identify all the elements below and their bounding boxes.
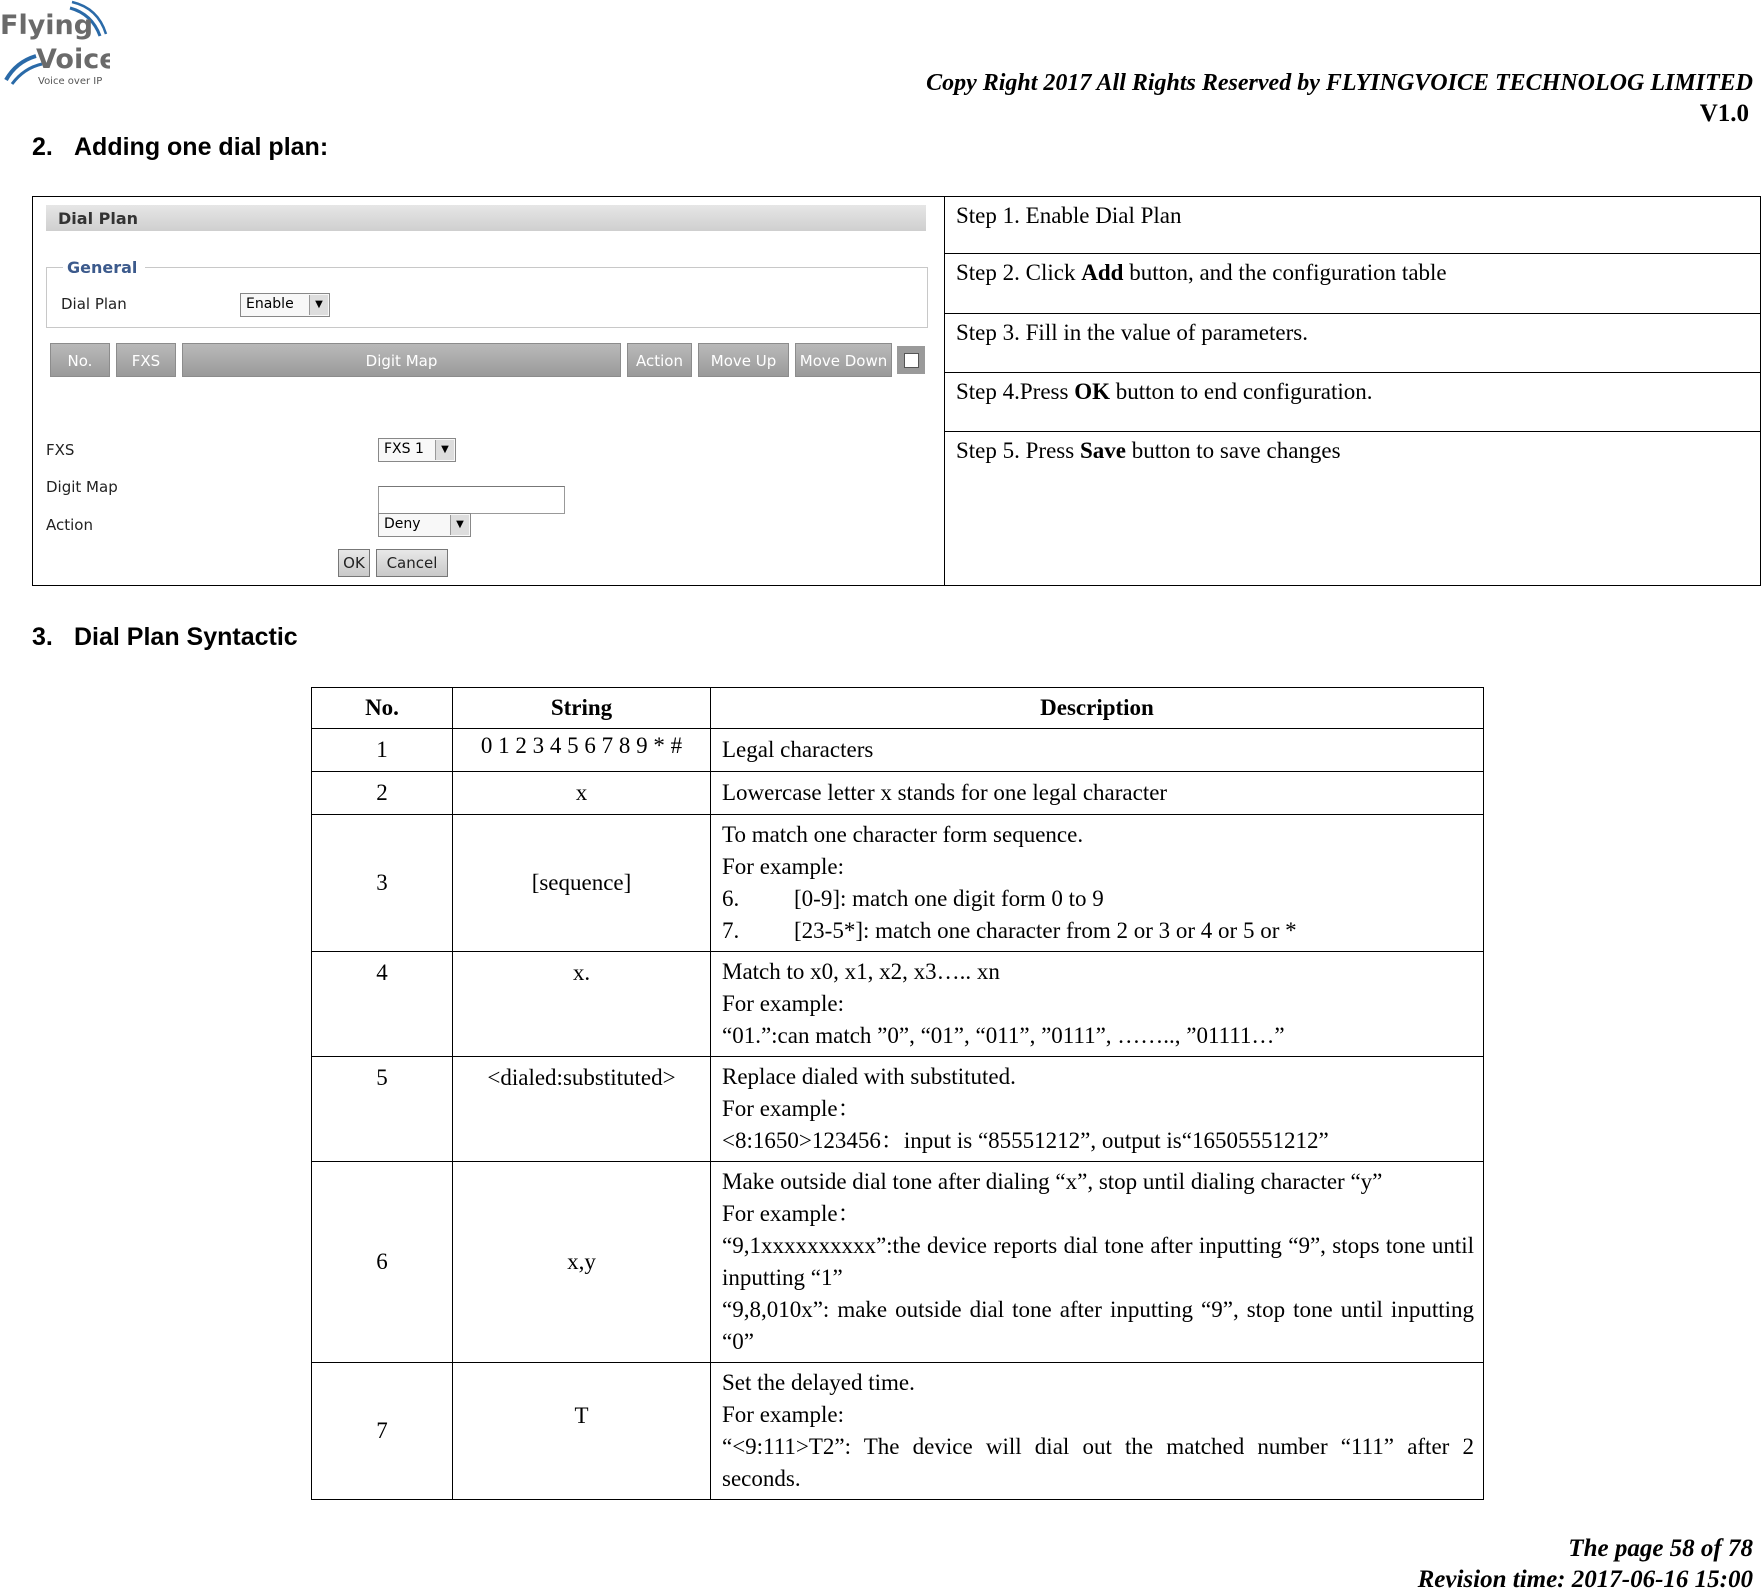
step-2 [945,254,1760,314]
fxs-label: FXS [46,441,75,459]
dial-plan-steps-table [32,196,1761,586]
action-label: Action [46,516,93,534]
desc-line: <8:1650>123456：input is “85551212”, output is“16505551212” [722,1128,1329,1153]
dial-plan-screenshot-cell [33,197,945,585]
header-description: Description [711,688,1484,729]
step-keyword: Add [1081,260,1124,285]
step-keyword: Save [1079,438,1126,463]
desc-line: “9,1xxxxxxxxxx”:the device reports dial tone after inputting “9”, stops tone until inputting “1” [722,1233,1474,1290]
list-text: [23-5*]: match one character from 2 or 3 or 4 or 5 or * [794,918,1297,943]
row-string: x,y [453,1162,711,1363]
step-text-end: button, and the configuration table [1123,260,1447,285]
fxs-value: FXS 1 [384,441,424,457]
row-string: [sequence] [453,815,711,952]
desc-line: Replace dialed with substituted. [722,1064,1016,1089]
section-number: 2. [32,133,53,161]
desc-line: “9,8,010x”: make outside dial tone after inputting “9”, stop tone until inputting “0” [722,1297,1474,1354]
dial-plan-value: Enable [246,296,294,312]
desc-line: For example： [722,1201,861,1226]
desc-line: For example： [722,1096,861,1121]
flyingvoice-logo [0,0,110,92]
header-no: No. [312,688,453,729]
table-row [312,815,1484,952]
step-5 [945,432,1760,585]
table-header-row [312,688,1484,729]
list-item [722,883,1474,915]
section-3-heading [32,623,298,652]
copyright-notice: Copy Right 2017 All Rights Reserved by FLYINGVOICE TECHNOLOG LIMITED [926,70,1753,96]
desc-line: Legal characters [722,737,874,762]
row-no: 5 [312,1057,453,1162]
table-row [312,729,1484,772]
step-4 [945,373,1760,432]
page-number: The page 58 of 78 [1568,1535,1753,1562]
chevron-down-icon: ▼ [435,440,454,460]
digit-map-label: Digit Map [46,478,118,496]
document-version: V1.0 [1699,100,1749,127]
desc-line: “01.”:can match ”0”, “01”, “011”, ”0111”, …….., ”01111…” [722,1023,1285,1048]
select-all-checkbox[interactable] [897,346,925,374]
step-text-end: button to save changes [1125,438,1341,463]
section-number: 3. [32,623,53,651]
fxs-select[interactable] [378,438,456,462]
step-text: Step 4.Press [956,379,1075,404]
col-digit-map[interactable]: Digit Map [182,343,621,377]
col-move-down[interactable]: Move Down [795,343,892,377]
revision-time: Revision time: 2017-06-16 15:00 [1417,1566,1753,1593]
row-description [711,952,1484,1057]
desc-line: Set the delayed time. [722,1370,915,1395]
row-no: 4 [312,952,453,1057]
row-description [711,1057,1484,1162]
desc-line: To match one character form sequence. [722,822,1084,847]
row-no: 1 [312,729,453,772]
row-description [711,772,1484,815]
step-keyword: OK [1074,379,1110,404]
desc-line: For example: [722,854,844,879]
col-fxs[interactable]: FXS [116,343,176,377]
svg-text:Voice: Voice [36,44,110,75]
digit-map-input[interactable] [378,486,565,514]
list-item [722,915,1474,947]
svg-text:Flying: Flying [0,10,94,41]
checkbox-box [904,353,919,368]
section-2-heading [32,133,328,162]
desc-line: “<9:111>T2”: The device will dial out the matched number “111” after 2 seconds. [722,1434,1474,1491]
panel-title: Dial Plan [46,205,926,231]
general-fieldset [46,267,928,328]
cancel-button[interactable]: Cancel [376,549,448,577]
row-no: 6 [312,1162,453,1363]
row-string: <dialed:substituted> [453,1057,711,1162]
step-text: Step 1. Enable Dial Plan [956,203,1182,228]
steps-cell [945,197,1760,585]
desc-line: Match to x0, x1, x2, x3….. xn [722,959,1000,984]
row-no: 7 [312,1363,453,1500]
row-description [711,815,1484,952]
dial-plan-label: Dial Plan [61,295,127,313]
row-description [711,729,1484,772]
dial-plan-select[interactable] [240,293,330,317]
col-action[interactable]: Action [627,343,692,377]
row-string: 0 1 2 3 4 5 6 7 8 9 * # [453,729,711,772]
row-description [711,1363,1484,1500]
list-text: [0-9]: match one digit form 0 to 9 [794,886,1104,911]
row-string: T [453,1363,711,1500]
table-row [312,1363,1484,1500]
list-number: 7. [722,918,740,943]
chevron-down-icon: ▼ [450,515,469,535]
step-3 [945,314,1760,373]
step-text: Step 5. Press [956,438,1080,463]
step-1 [945,197,1760,254]
dial-plan-ui [43,205,933,577]
table-row [312,1057,1484,1162]
svg-text:Voice over IP: Voice over IP [38,76,103,87]
section-title: Adding one dial plan: [74,133,329,161]
row-string: x [453,772,711,815]
step-text: Step 3. Fill in the value of parameters. [956,320,1308,345]
desc-line: For example: [722,1402,844,1427]
col-no[interactable]: No. [50,343,110,377]
desc-line: Lowercase letter x stands for one legal character [722,780,1168,805]
step-text: Step 2. Click [956,260,1082,285]
row-description [711,1162,1484,1363]
list-number: 6. [722,886,740,911]
ok-button[interactable]: OK [338,549,370,577]
step-text-end: button to end configuration. [1109,379,1373,404]
table-row [312,1162,1484,1363]
chevron-down-icon: ▼ [309,295,328,315]
col-move-up[interactable]: Move Up [698,343,789,377]
desc-line: For example: [722,991,844,1016]
row-no: 3 [312,815,453,952]
general-legend: General [67,258,138,277]
row-no: 2 [312,772,453,815]
table-row [312,772,1484,815]
header-string: String [453,688,711,729]
desc-line: Make outside dial tone after dialing “x”, stop until dialing character “y” [722,1169,1383,1194]
section-title: Dial Plan Syntactic [74,623,298,651]
action-select[interactable] [378,513,471,537]
dial-plan-syntax-table [311,687,1484,1500]
table-row [312,952,1484,1057]
action-value: Deny [384,516,421,532]
row-string: x. [453,952,711,1057]
